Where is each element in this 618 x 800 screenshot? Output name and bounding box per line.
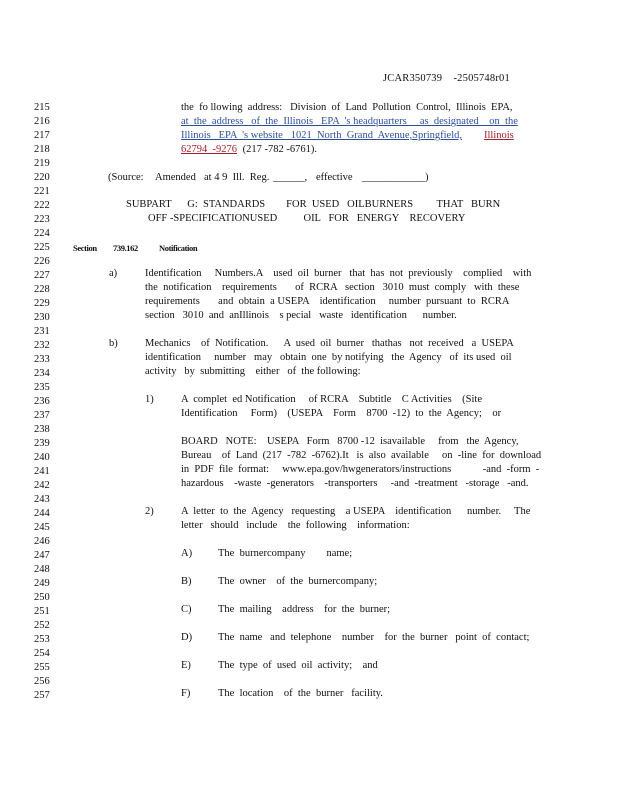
subitem-text: The name and telephone number for the burner point of contact; (218, 632, 530, 643)
line-number: 256 (34, 676, 50, 687)
para-b-line: activity by submitting either of the following: (145, 366, 361, 377)
line-number: 243 (34, 494, 50, 505)
line-number: 231 (34, 326, 50, 337)
line-number: 223 (34, 214, 50, 225)
item-1-line: A complet ed Notification of RCRA Subtitle C Activities (Site (181, 394, 482, 405)
item-1-marker: 1) (145, 394, 154, 405)
para-a-line: requirements and obtain a USEPA identification number pursuant to RCRA (145, 296, 510, 307)
line-number: 233 (34, 354, 50, 365)
para-b-line: Mechanics of Notification. A used oil burner thathas not received a USEPA (145, 338, 514, 349)
subitem-marker: F) (181, 688, 191, 699)
board-note-line: hazardous -waste -generators -transporters -and -treatment -storage -and. (181, 478, 529, 489)
source-label: (Source: (108, 172, 144, 183)
para-a-marker: a) (109, 268, 118, 279)
line-number: 225 (34, 242, 50, 253)
line-number: 221 (34, 186, 50, 197)
line-number: 241 (34, 466, 50, 477)
line-number: 222 (34, 200, 50, 211)
source-register: at 4 9 Ill. Reg. (204, 172, 270, 183)
address-link-line[interactable]: Illinois EPA 's website 1021 North Grand Avenue,Springfield, (181, 130, 462, 141)
board-note-line: BOARD NOTE: USEPA Form 8700 -12 isavailable from the Agency, (181, 436, 519, 447)
line-number: 220 (34, 172, 50, 183)
line-number: 250 (34, 592, 50, 603)
subitem-marker: E) (181, 660, 191, 671)
item-1-line: Identification Form) (USEPA Form 8700 -12) to the Agency; or (181, 408, 502, 419)
line-number: 232 (34, 340, 50, 351)
line-number: 235 (34, 382, 50, 393)
subitem-marker: D) (181, 632, 193, 643)
line-number: 229 (34, 298, 50, 309)
line-number: 238 (34, 424, 50, 435)
item-2-line: letter should include the following information: (181, 520, 410, 531)
address-inserted-text: 62794 -9276 (181, 144, 237, 155)
line-number: 239 (34, 438, 50, 449)
line-number: 219 (34, 158, 50, 169)
subitem-text: The owner of the burnercompany; (218, 576, 378, 587)
para-b-line: identification number may obtain one by notifying the Agency of its used oil (145, 352, 512, 363)
subitem-marker: B) (181, 576, 192, 587)
line-number: 255 (34, 662, 50, 673)
subpart-heading: OFF -SPECIFICATIONUSED OIL FOR ENERGY RECOVERY (148, 213, 466, 224)
line-number: 252 (34, 620, 50, 631)
subitem-marker: A) (181, 548, 193, 559)
line-number: 237 (34, 410, 50, 421)
line-number: 244 (34, 508, 50, 519)
line-number: 240 (34, 452, 50, 463)
line-number: 245 (34, 522, 50, 533)
line-number: 226 (34, 256, 50, 267)
source-blank: ______, (273, 172, 308, 183)
subitem-text: The mailing address for the burner; (218, 604, 391, 615)
line-number: 227 (34, 270, 50, 281)
line-number: 254 (34, 648, 50, 659)
line-number: 218 (34, 144, 50, 155)
para-a-line: Identification Numbers.A used oil burner that has not previously complied with (145, 268, 532, 279)
line-number: 257 (34, 690, 50, 701)
line-number: 230 (34, 312, 50, 323)
para-a-line: the notification requirements of RCRA section 3010 must comply with these (145, 282, 520, 293)
line-number: 236 (34, 396, 50, 407)
line-number: 246 (34, 536, 50, 547)
line-number: 247 (34, 550, 50, 561)
board-note-line: Bureau of Land (217 -782 -6762).It is also available on -line for download (181, 450, 542, 461)
line-number: 217 (34, 130, 50, 141)
subitem-marker: C) (181, 604, 192, 615)
source-effective: effective (316, 172, 353, 183)
item-2-marker: 2) (145, 506, 154, 517)
board-note-line: in PDF file format: www.epa.gov/hwgenerators/instructions -and -form - (181, 464, 540, 475)
subitem-text: The burnercompany name; (218, 548, 353, 559)
subitem-text: The type of used oil activity; and (218, 660, 378, 671)
section-title: Notification (159, 243, 198, 253)
line-number: 248 (34, 564, 50, 575)
source-amended: Amended (155, 172, 196, 183)
address-inserted-text: Illinois (484, 130, 514, 141)
line-number: 251 (34, 606, 50, 617)
para-a-line: section 3010 and anIllinois s pecial waste identification number. (145, 310, 457, 321)
subpart-heading: SUBPART G: STANDARDS FOR USED OILBURNERS THAT BURN (126, 199, 501, 210)
address-phone: (217 -782 -6761). (240, 144, 317, 155)
section-number: 739.162 (113, 243, 138, 253)
item-2-line: A letter to the Agency requesting a USEPA identification number. The (181, 506, 531, 517)
line-number: 234 (34, 368, 50, 379)
address-line: the fo llowing address: Division of Land Pollution Control, Illinois EPA, (181, 102, 513, 113)
line-number: 215 (34, 102, 50, 113)
line-number: 249 (34, 578, 50, 589)
line-number: 228 (34, 284, 50, 295)
source-blank: ____________) (362, 172, 429, 183)
document-id-header: JCAR350739 -2505748r01 (383, 73, 510, 84)
subitem-text: The location of the burner facility. (218, 688, 383, 699)
para-b-marker: b) (109, 338, 118, 349)
line-number: 242 (34, 480, 50, 491)
address-link-line[interactable]: at the address of the Illinois EPA 's headquarters as designated on the (181, 116, 518, 127)
line-number: 224 (34, 228, 50, 239)
line-number: 253 (34, 634, 50, 645)
section-label: Section (73, 243, 97, 253)
line-number: 216 (34, 116, 50, 127)
